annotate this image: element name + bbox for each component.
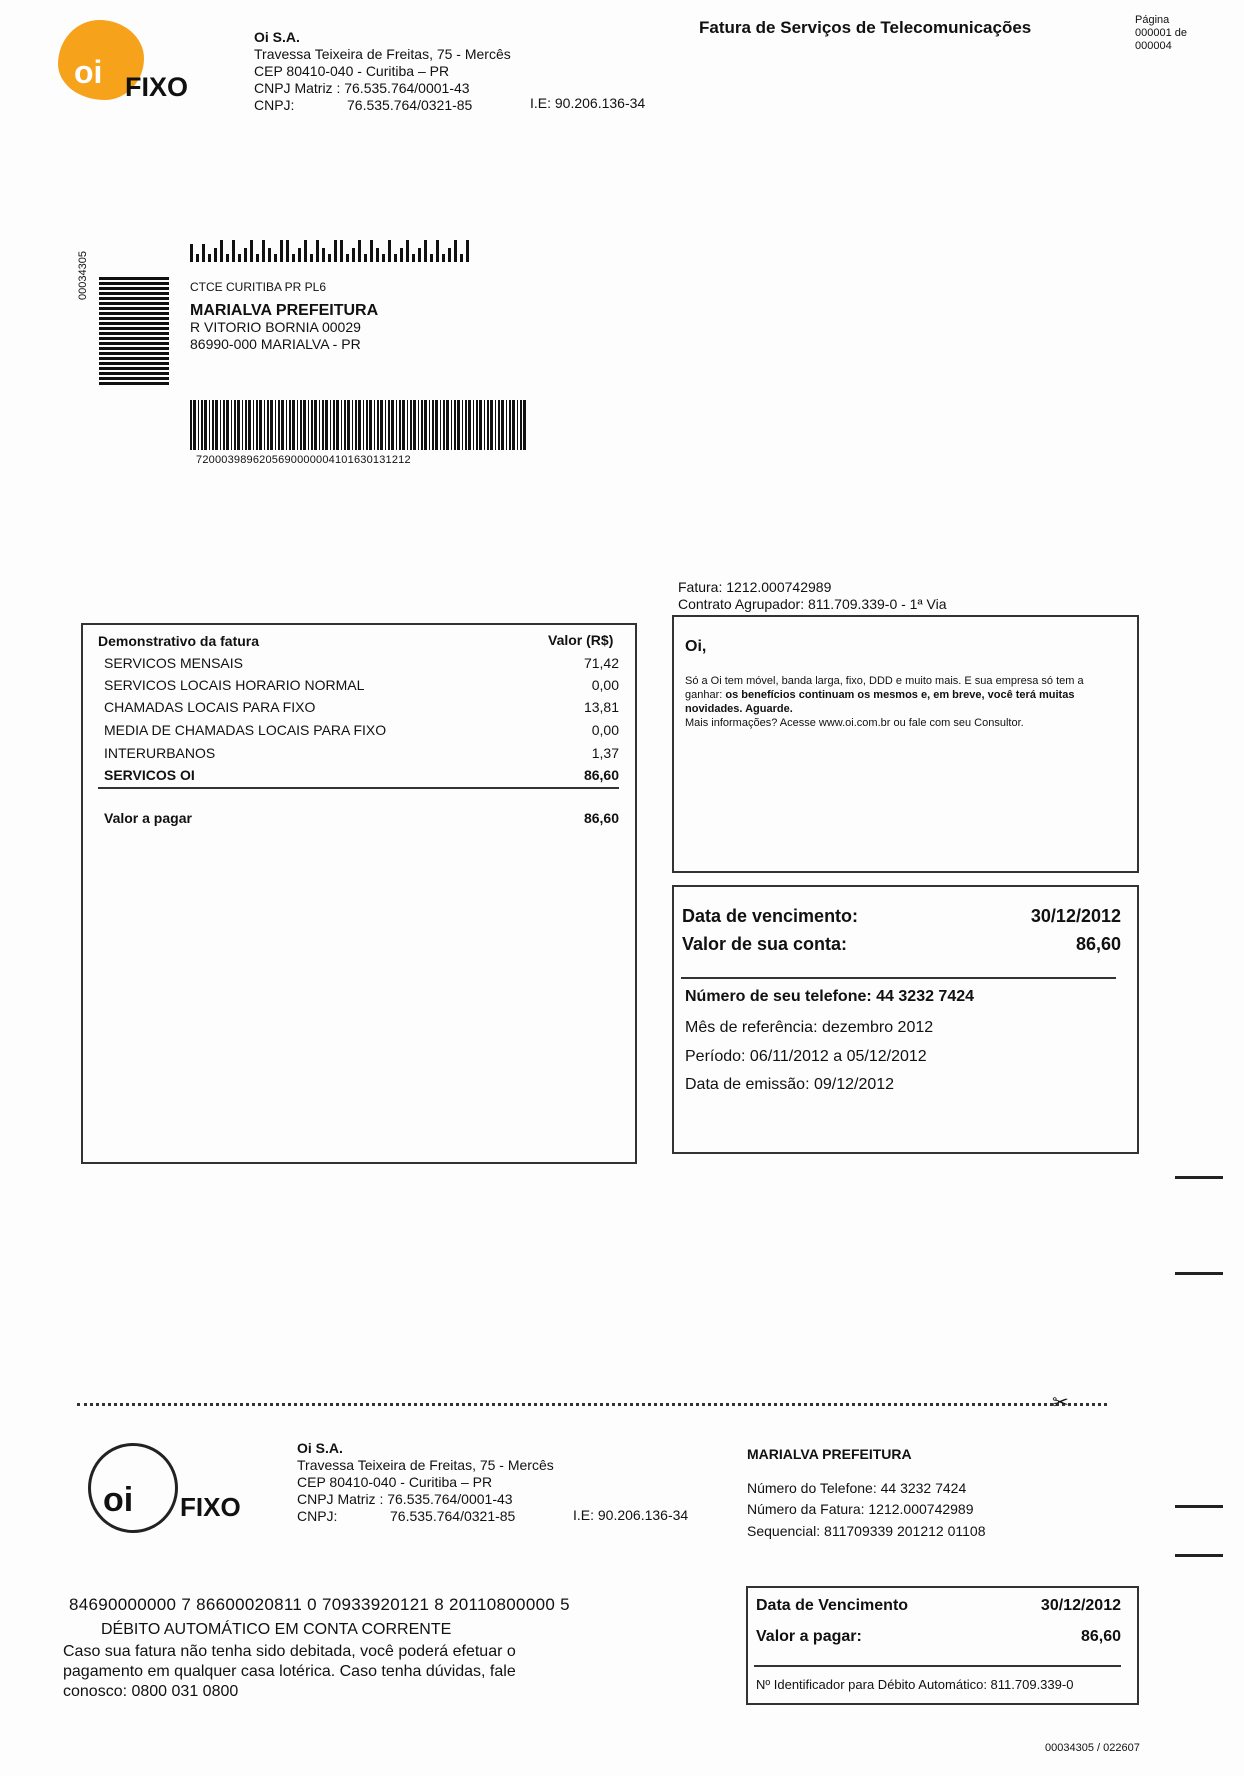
- slip-phone-number: Número do Telefone: 44 3232 7424: [747, 1480, 967, 1496]
- page-number: 000001 de: [1135, 27, 1187, 39]
- total-label: Valor a pagar: [104, 810, 192, 826]
- ctce-code: CTCE CURITIBA PR PL6: [190, 280, 327, 294]
- company-address-block: [254, 29, 511, 114]
- company-cnpj-matriz: CNPJ Matriz : 76.535.764/0001-43: [254, 80, 470, 96]
- due-date-label: Data de vencimento:: [682, 906, 859, 926]
- slip-amount-value: 86,60: [1080, 1628, 1121, 1645]
- statement-row-value: 86,60: [583, 767, 619, 783]
- slip-amount-label: Valor a pagar:: [756, 1628, 862, 1645]
- statement-row: [104, 745, 619, 761]
- auto-debit-title: DÉBITO AUTOMÁTICO EM CONTA CORRENTE: [101, 1621, 452, 1638]
- company-street: Travessa Teixeira de Freitas, 75 - Mercês: [254, 46, 511, 62]
- issue-date: Data de emissão: 09/12/2012: [685, 1076, 895, 1093]
- reference-month: Mês de referência: dezembro 2012: [685, 1019, 934, 1036]
- statement-row-value: 1,37: [591, 745, 619, 761]
- message-more-info: Mais informações? Acesse www.oi.com.br ou fale com seu Consultor.: [685, 717, 1024, 729]
- statement-total: [104, 810, 619, 826]
- message-greeting: Oi,: [685, 638, 707, 655]
- cnpj-label: CNPJ:: [254, 97, 295, 113]
- statement-row-value: 13,81: [583, 699, 619, 715]
- sequence-footer: 00034305 / 022607: [1045, 1742, 1140, 1754]
- statement-row: [104, 677, 619, 693]
- address-barcode: [190, 400, 526, 450]
- total-value: 86,60: [583, 810, 619, 826]
- slip-sequential: Sequencial: 811709339 201212 01108: [747, 1523, 986, 1539]
- account-value-label: Valor de sua conta:: [682, 934, 848, 954]
- statement-row-label: SERVICOS MENSAIS: [104, 655, 244, 671]
- slip-state-registration: I.E: 90.206.136-34: [573, 1507, 689, 1523]
- slip-company-block: [297, 1440, 554, 1525]
- statement-row-label: MEDIA DE CHAMADAS LOCAIS PARA FIXO: [104, 722, 387, 738]
- slip-cnpj-row: [297, 1508, 554, 1525]
- message-text: Só a Oi tem móvel, banda larga, fixo, DDD e muito mais. E sua empresa só tem a ganhar:: [685, 675, 1084, 701]
- auto-debit-text: Caso sua fatura não tenha sido debitada, você poderá efetuar o pagamento em qualquer casa lotérica. Caso tenha dúvidas, fale conosco: 0800 031 0800: [63, 1643, 516, 1700]
- company-cnpj-row: [254, 97, 511, 114]
- slip-box-divider: [754, 1665, 1121, 1667]
- logo-fixo-text: FIXO: [125, 72, 189, 102]
- invoice-number: Fatura: 1212.000742989: [678, 579, 832, 595]
- message-highlight: os benefícios continuam os mesmos e, em breve, você terá muitas novidades. Aguarde.: [685, 689, 1075, 715]
- statement-value-header: Valor (R$): [548, 632, 614, 648]
- document-title: Fatura de Serviços de Telecomunicações: [699, 18, 1032, 37]
- statement-row-label: SERVICOS LOCAIS HORARIO NORMAL: [104, 677, 365, 693]
- due-date-divider: [681, 977, 1116, 979]
- margin-mark: [1175, 1272, 1223, 1275]
- statement-row-value: 71,42: [583, 655, 619, 671]
- slip-company-cep: CEP 80410-040 - Curitiba – PR: [297, 1474, 493, 1490]
- slip-invoice-number: Número da Fatura: 1212.000742989: [747, 1501, 974, 1517]
- cnpj-value: 76.535.764/0321-85: [347, 97, 473, 113]
- margin-mark: [1175, 1176, 1223, 1179]
- slip-amount-row: [756, 1628, 1121, 1646]
- slip-cnpj-value: 76.535.764/0321-85: [390, 1508, 516, 1524]
- statement-row-value: 0,00: [591, 722, 619, 738]
- address-barcode-number: 7200039896205690000004101630131212: [196, 454, 411, 466]
- phone-number: Número de seu telefone: 44 3232 7424: [685, 988, 975, 1005]
- company-cep: CEP 80410-040 - Curitiba – PR: [254, 63, 450, 79]
- statement-row-label: CHAMADAS LOCAIS PARA FIXO: [104, 699, 316, 715]
- message-body: [685, 674, 1115, 730]
- cut-line: [77, 1403, 1107, 1406]
- slip-cnpj-label: CNPJ:: [297, 1508, 338, 1524]
- slip-due-row: [756, 1597, 1121, 1615]
- account-value-row: [682, 934, 1121, 955]
- margin-mark: [1175, 1505, 1223, 1508]
- page-indicator: [1135, 14, 1187, 53]
- slip-due-value: 30/12/2012: [1040, 1597, 1121, 1614]
- due-date-value: 30/12/2012: [1030, 906, 1121, 926]
- statement-row: [104, 699, 619, 715]
- margin-mark: [1175, 1554, 1223, 1557]
- slip-company-cnpj-matriz: CNPJ Matriz : 76.535.764/0001-43: [297, 1491, 513, 1507]
- slip-logo-oi: oi: [103, 1481, 134, 1519]
- page-total: 000004: [1135, 40, 1172, 52]
- contract-number: Contrato Agrupador: 811.709.339-0 - 1ª Via: [678, 596, 947, 612]
- message-box: [672, 615, 1139, 873]
- slip-company-street: Travessa Teixeira de Freitas, 75 - Mercês: [297, 1457, 554, 1473]
- account-value: 86,60: [1075, 934, 1121, 954]
- vertical-sequence-code: 00034305: [77, 251, 89, 300]
- slip-logo-fixo: FIXO: [180, 1492, 241, 1522]
- company-name: Oi S.A.: [254, 29, 300, 45]
- recipient-city: 86990-000 MARIALVA - PR: [190, 336, 361, 352]
- statement-row: [104, 655, 619, 671]
- statement-row-label: INTERURBANOS: [104, 745, 216, 761]
- statement-divider: [98, 787, 619, 789]
- statement-row-label: SERVICOS OI: [104, 767, 195, 783]
- slip-due-label: Data de Vencimento: [756, 1597, 909, 1614]
- statement-row-subtotal: [104, 767, 619, 783]
- digitable-line: 84690000000 7 86600020811 0 70933920121 8 20110800000 5: [69, 1595, 570, 1614]
- due-date-row: [682, 906, 1121, 927]
- state-registration: I.E: 90.206.136-34: [530, 95, 646, 111]
- statement-title: Demonstrativo da fatura: [98, 633, 260, 649]
- logo-oi-text: oi: [74, 54, 103, 90]
- recipient-address: [190, 302, 378, 353]
- postal-barcode: [190, 240, 469, 262]
- statement-row-value: 0,00: [591, 677, 619, 693]
- slip-customer-name: MARIALVA PREFEITURA: [747, 1446, 912, 1462]
- recipient-street: R VITORIO BORNIA 00029: [190, 319, 361, 335]
- slip-company-name: Oi S.A.: [297, 1440, 343, 1456]
- scissors-icon: ✂: [1052, 1392, 1069, 1414]
- datamatrix-code: [99, 277, 169, 385]
- recipient-name: MARIALVA PREFEITURA: [190, 302, 379, 319]
- statement-row: [104, 722, 619, 738]
- invoice-reference: [678, 579, 947, 613]
- billing-period: Período: 06/11/2012 a 05/12/2012: [685, 1048, 927, 1065]
- auto-debit-identifier: Nº Identificador para Débito Automático: 811.709.339-0: [756, 1677, 1074, 1692]
- page-label: Página: [1135, 14, 1170, 26]
